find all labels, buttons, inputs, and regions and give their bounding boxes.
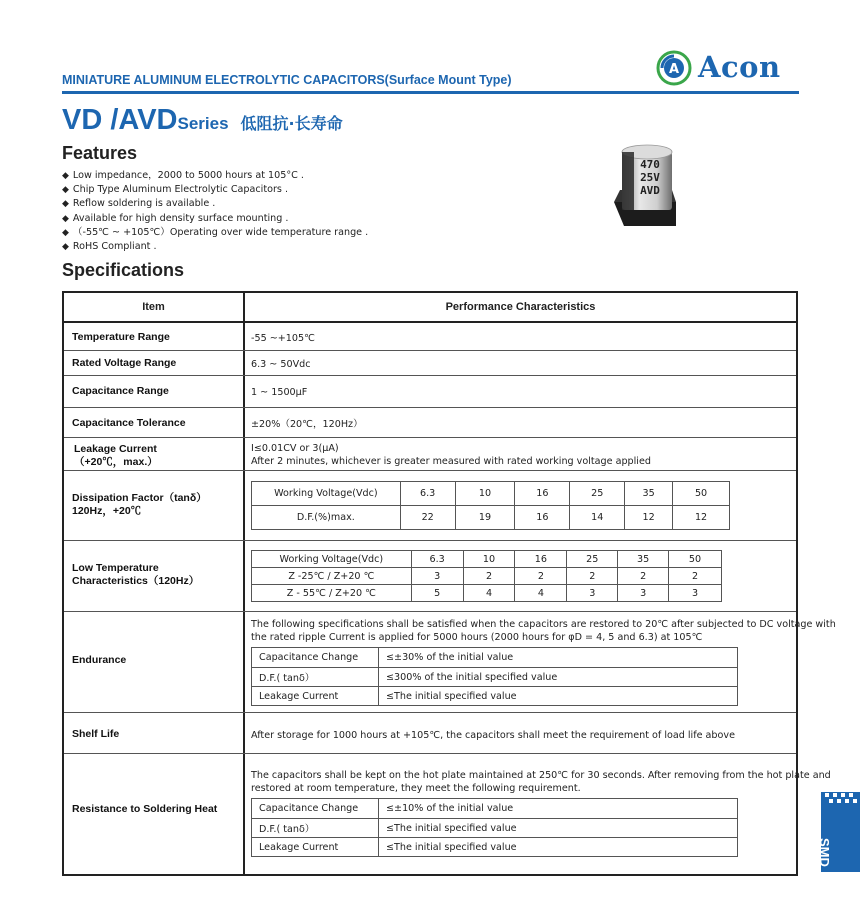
feature-item: ◆ （-55℃ ~ +105℃）Operating over wide temperature range . [62,226,369,238]
document-header-title: MINIATURE ALUMINUM ELECTROLYTIC CAPACITORS(Surface Mount Type) [62,73,512,87]
brand-name: Acon [698,50,781,84]
acon-logo-icon [656,50,692,86]
soldering-table [251,798,738,857]
series-chinese-tagline: 低阻抗·长寿命 [240,114,343,133]
series-heading [62,104,343,137]
smd-tab-label: SMD [817,838,832,867]
label-low-temperature: Low Temperature Characteristics（120Hz） [72,562,200,587]
table-row: Capacitance Change ≤±30% of the initial value [252,648,738,668]
value-shelf-life: After storage for 1000 hours at +105℃, the capacitors shall meet the requirement of load life above [251,730,735,741]
table-row: Working Voltage(Vdc) 6.3 10 16 25 35 50 [252,482,730,506]
table-row: Z - 55℃ / Z+20 ℃ 5 4 4 3 3 3 [252,585,722,602]
table-row-rated-voltage [64,351,796,376]
header-item: Item [142,301,165,313]
table-row: Capacitance Change ≤±10% of the initial value [252,799,738,819]
table-row: Working Voltage(Vdc) 6.3 10 16 25 35 50 [252,551,722,568]
features-list [62,169,368,254]
table-row: Leakage Current ≤The initial specified value [252,838,738,857]
table-row-capacitance-tolerance [64,408,796,438]
soldering-description: The capacitors shall be kept on the hot plate maintained at 250℃ for 30 seconds. After removing from the hot plate and restored at room temperature, they meet the following requirement. [251,770,831,794]
table-row-temperature-range [64,323,796,351]
table-row: Z -25℃ / Z+20 ℃ 3 2 2 2 2 2 [252,568,722,585]
endurance-table [251,647,738,706]
label-leakage-current: Leakage Current （+20℃，max.） [74,443,158,468]
diamond-bullet-icon: ◆ [62,171,69,181]
diamond-bullet-icon: ◆ [62,185,69,196]
value-leakage-current: I≤0.01CV or 3(μA) After 2 minutes, whichever is greater measured with rated working voltage applied [251,443,651,467]
features-title: Features [62,143,138,163]
feature-item: ◆ RoHS Compliant . [62,241,157,253]
label-capacitance-range: Capacitance Range [72,385,169,397]
table-row-endurance [64,612,836,713]
table-row: D.F.(%)max. 22 19 16 14 12 12 [252,506,730,530]
diamond-bullet-icon: ◆ [62,213,69,224]
value-temperature-range: -55 ~+105℃ [251,333,315,344]
series-suffix: Series [177,114,229,133]
value-capacitance-tolerance: ±20%（20℃，120Hz） [251,419,363,430]
label-endurance: Endurance [72,654,127,666]
table-header-row [64,293,796,323]
feature-item: ◆ Chip Type Aluminum Electrolytic Capacitors . [62,184,288,196]
diamond-bullet-icon: ◆ [62,242,69,253]
table-row-low-temperature [64,541,796,612]
label-capacitance-tolerance: Capacitance Tolerance [72,417,186,429]
table-row: D.F.( tanδ） ≤The initial specified value [252,819,738,838]
label-dissipation-factor: Dissipation Factor（tanδ） 120Hz，+20℃ [72,492,207,517]
table-row-capacitance-range [64,376,796,408]
brand-logo [656,48,796,88]
low-temperature-table [251,550,722,602]
header-performance: Performance Characteristics [445,301,596,313]
capacitor-marking-capacitance: 470 [640,158,660,171]
capacitor-marking-voltage: 25V [640,171,660,184]
label-temperature-range: Temperature Range [72,331,170,343]
diamond-bullet-icon: ◆ [62,199,69,210]
feature-item: ◆ Reflow soldering is available . [62,198,216,210]
svg-text:A: A [668,62,680,77]
value-capacitance-range: 1 ~ 1500μF [251,387,308,398]
endurance-description: The following specifications shall be satisfied when the capacitors are restored to 20℃ after subjected to DC voltage with the rated ripple Current is applied for 5000 hours (2000 hours for φD = 4, 5 and 6.3) at 105℃ [251,619,836,643]
series-name: VD /AVD [62,104,178,136]
diamond-bullet-icon: ◆ [62,227,69,238]
table-row-dissipation-factor [64,471,796,541]
table-row-shelf-life [64,713,796,754]
label-shelf-life: Shelf Life [72,728,120,740]
pixel-pattern-icon [823,792,859,806]
label-soldering-heat: Resistance to Soldering Heat [72,803,218,815]
capacitor-product-image [612,140,678,230]
label-rated-voltage-range: Rated Voltage Range [72,357,177,369]
feature-item: ◆ Available for high density surface mounting . [62,212,289,224]
feature-item: ◆ Low impedance，2000 to 5000 hours at 105°C . [62,170,304,181]
header-divider [62,91,799,94]
table-row-leakage-current [64,438,796,471]
table-row: D.F.( tanδ） ≤300% of the initial specified value [252,668,738,687]
table-row: Leakage Current ≤The initial specified value [252,687,738,706]
capacitor-marking-series: AVD [640,184,660,197]
dissipation-factor-table [251,481,730,530]
specifications-title: Specifications [62,260,185,280]
value-rated-voltage-range: 6.3 ~ 50Vdc [251,359,311,370]
